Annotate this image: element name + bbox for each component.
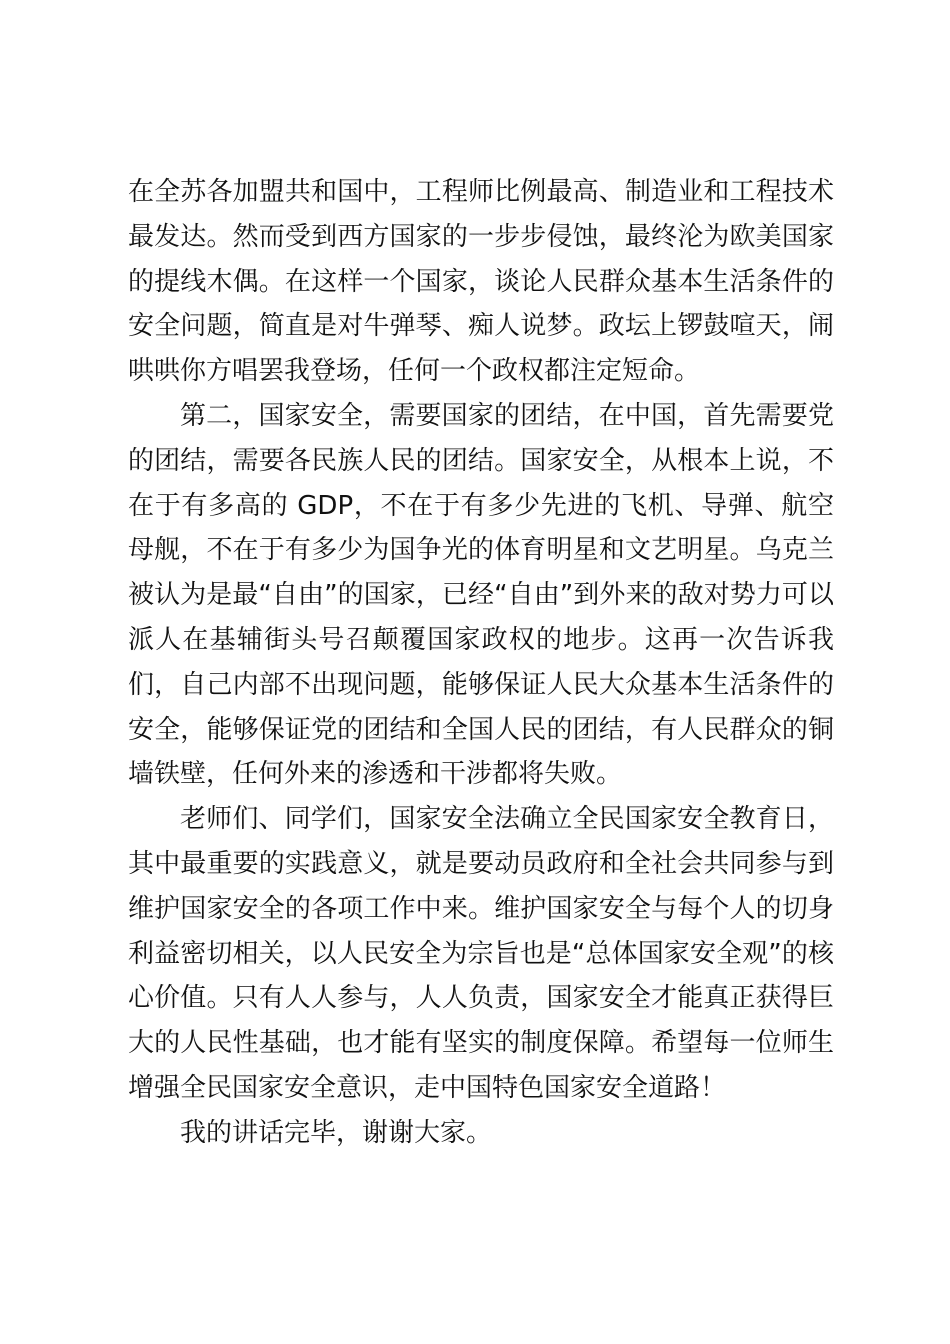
paragraph-continuation: 在全苏各加盟共和国中，工程师比例最高、制造业和工程技术最发达。然而受到西方国家的一步步侵蚀，最终沦为欧美国家的提线木偶。在这样一个国家，谈论人民群众基本生活条件的安全问题，简直是对牛弹琴、痴人说梦。政坛上锣鼓喧天，闹哄哄你方唱罢我登场，任何一个政权都注定短命。: [128, 177, 834, 387]
paragraph-security-education-day: 老师们、同学们，国家安全法确立全民国家安全教育日，其中最重要的实践意义，就是要动员政府和全社会共同参与到维护国家安全的各项工作中来。维护国家安全与每个人的切身利益密切相关，以人民安全为宗旨也是“总体国家安全观”的核心价值。只有人人参与，人人负责，国家安全才能真正获得巨大的人民性基础，也才能有坚实的制度保障。希望每一位师生增强全民国家安全意识，走中国特色国家安全道路！: [128, 804, 834, 1103]
paragraph-national-unity: 第二，国家安全，需要国家的团结，在中国，首先需要党的团结，需要各民族人民的团结。国家安全，从根本上说，不在于有多高的 GDP，不在于有多少先进的飞机、导弹、航空母舰，不在于有多少为国争光的体育明星和文艺明星。乌克兰被认为是最“自由”的国家，已经“自由”到外来的敌对势力可以派人在基辅街头号召颠覆国家政权的地步。这再一次告诉我们，自己内部不出现问题，能够保证人民大众基本生活条件的安全，能够保证党的团结和全国人民的团结，有人民群众的铜墙铁壁，任何外来的渗透和干涉都将失败。: [128, 400, 834, 790]
paragraph-closing: 我的讲话完毕，谢谢大家。: [180, 1117, 493, 1148]
document-body: [128, 170, 834, 1156]
